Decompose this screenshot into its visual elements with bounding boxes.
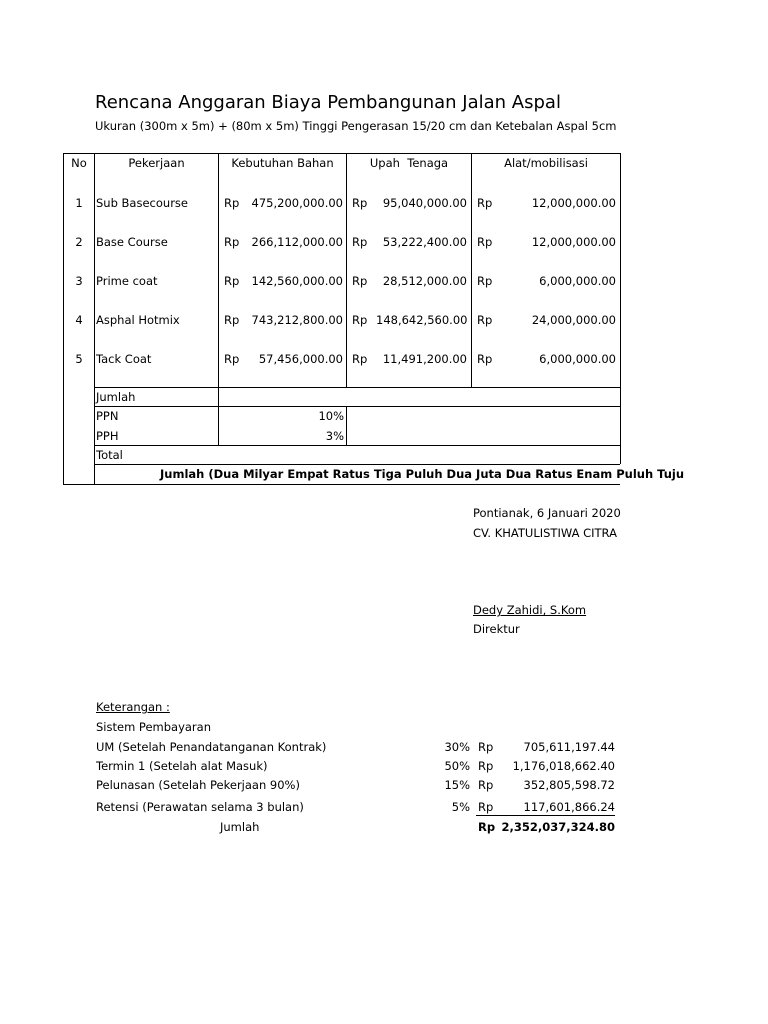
table-col-line xyxy=(218,153,219,445)
currency-label: Rp xyxy=(477,196,493,210)
row-alat: 24,000,000.00 xyxy=(531,313,616,327)
document-title: Rencana Anggaran Biaya Pembangunan Jalan Aspal xyxy=(95,92,561,113)
row-name: Asphal Hotmix xyxy=(96,313,180,327)
jumlah-label: Jumlah xyxy=(96,390,136,404)
payment-amount: 352,805,598.72 xyxy=(523,778,615,792)
table-border-bottom xyxy=(63,484,620,485)
row-bahan: 475,200,000.00 xyxy=(251,196,343,210)
table-col-line xyxy=(471,153,472,387)
row-upah: 11,491,200.00 xyxy=(382,352,467,366)
currency-label: Rp xyxy=(224,313,240,327)
currency-label: Rp xyxy=(478,800,494,814)
document-subtitle: Ukuran (300m x 5m) + (80m x 5m) Tinggi Pengerasan 15/20 cm dan Ketebalan Aspal 5cm xyxy=(95,119,617,133)
currency-label: Rp xyxy=(352,313,368,327)
header-upah-tenaga: Upah Tenaga xyxy=(369,156,449,170)
row-bahan: 57,456,000.00 xyxy=(258,352,343,366)
currency-label: Rp xyxy=(224,196,240,210)
currency-label: Rp xyxy=(477,352,493,366)
row-alat: 6,000,000.00 xyxy=(539,352,616,366)
table-row-line xyxy=(94,445,620,446)
row-no: 4 xyxy=(75,313,83,327)
place-date: Pontianak, 6 Januari 2020 xyxy=(473,506,621,520)
currency-label: Rp xyxy=(224,235,240,249)
row-upah: 95,040,000.00 xyxy=(382,196,467,210)
row-no: 5 xyxy=(75,352,83,366)
payment-amount: 1,176,018,662.40 xyxy=(512,759,615,773)
currency-label: Rp xyxy=(478,778,494,792)
row-bahan: 142,560,000.00 xyxy=(251,274,343,288)
sum-underline xyxy=(476,815,615,816)
payment-percent: 15% xyxy=(444,778,470,792)
ppn-value: 10% xyxy=(318,409,344,423)
notes-heading: Keterangan : xyxy=(96,700,170,714)
pph-label: PPH xyxy=(96,429,119,443)
signer-position: Direktur xyxy=(473,622,520,636)
row-bahan: 743,212,800.00 xyxy=(251,313,343,327)
currency-label: Rp xyxy=(224,274,240,288)
currency-label: Rp xyxy=(352,274,368,288)
currency-label: Rp xyxy=(478,759,494,773)
payment-total-label: Jumlah xyxy=(220,820,260,834)
table-col-line xyxy=(346,406,347,445)
payment-total-amount: 2,352,037,324.80 xyxy=(501,820,615,834)
payment-percent: 5% xyxy=(451,800,470,814)
payment-amount: 705,611,197.44 xyxy=(523,740,615,754)
header-kebutuhan-bahan: Kebutuhan Bahan xyxy=(231,156,334,170)
row-upah: 28,512,000.00 xyxy=(382,274,467,288)
row-no: 2 xyxy=(75,235,83,249)
header-no: No xyxy=(71,156,87,170)
ppn-label: PPN xyxy=(96,409,119,423)
currency-label: Rp xyxy=(477,235,493,249)
row-alat: 12,000,000.00 xyxy=(531,235,616,249)
currency-label: Rp xyxy=(352,235,368,249)
payment-label: Retensi (Perawatan selama 3 bulan) xyxy=(96,800,304,814)
currency-label: Rp xyxy=(352,352,368,366)
payment-percent: 30% xyxy=(444,740,470,754)
currency-label: Rp xyxy=(477,313,493,327)
row-bahan: 266,112,000.00 xyxy=(251,235,343,249)
row-name: Base Course xyxy=(96,235,168,249)
row-alat: 12,000,000.00 xyxy=(531,196,616,210)
pph-value: 3% xyxy=(325,429,344,443)
payment-label: UM (Setelah Penandatanganan Kontrak) xyxy=(96,740,327,754)
table-col-line xyxy=(94,153,95,484)
header-alat-mobilisasi: Alat/mobilisasi xyxy=(504,156,588,170)
table-col-line xyxy=(346,153,347,387)
table-row-line xyxy=(94,406,620,407)
payment-label: Termin 1 (Setelah alat Masuk) xyxy=(96,759,268,773)
currency-label: Rp xyxy=(224,352,240,366)
payment-system-label: Sistem Pembayaran xyxy=(96,720,211,734)
payment-percent: 50% xyxy=(444,759,470,773)
total-label: Total xyxy=(96,448,123,462)
payment-label: Pelunasan (Setelah Pekerjaan 90%) xyxy=(96,778,300,792)
row-alat: 6,000,000.00 xyxy=(539,274,616,288)
currency-label: Rp xyxy=(352,196,368,210)
row-no: 1 xyxy=(75,196,83,210)
row-name: Tack Coat xyxy=(96,352,152,366)
row-upah: 148,642,560.00 xyxy=(376,313,468,327)
table-border-top xyxy=(63,153,620,154)
terbilang-text: Jumlah (Dua Milyar Empat Ratus Tiga Puluh Dua Juta Dua Ratus Enam Puluh Tuju xyxy=(160,467,685,481)
currency-label: Rp xyxy=(477,274,493,288)
table-row-line xyxy=(94,464,620,465)
row-name: Prime coat xyxy=(96,274,158,288)
payment-amount: 117,601,866.24 xyxy=(523,800,615,814)
table-border-right xyxy=(620,153,621,464)
company-name: CV. KHATULISTIWA CITRA xyxy=(473,526,617,540)
header-pekerjaan: Pekerjaan xyxy=(128,156,185,170)
row-name: Sub Basecourse xyxy=(96,196,188,210)
signer-name: Dedy Zahidi, S.Kom xyxy=(473,603,587,617)
table-row-line xyxy=(94,387,620,388)
currency-label: Rp xyxy=(478,740,494,754)
currency-label: Rp xyxy=(478,820,496,834)
row-upah: 53,222,400.00 xyxy=(382,235,467,249)
row-no: 3 xyxy=(75,274,83,288)
